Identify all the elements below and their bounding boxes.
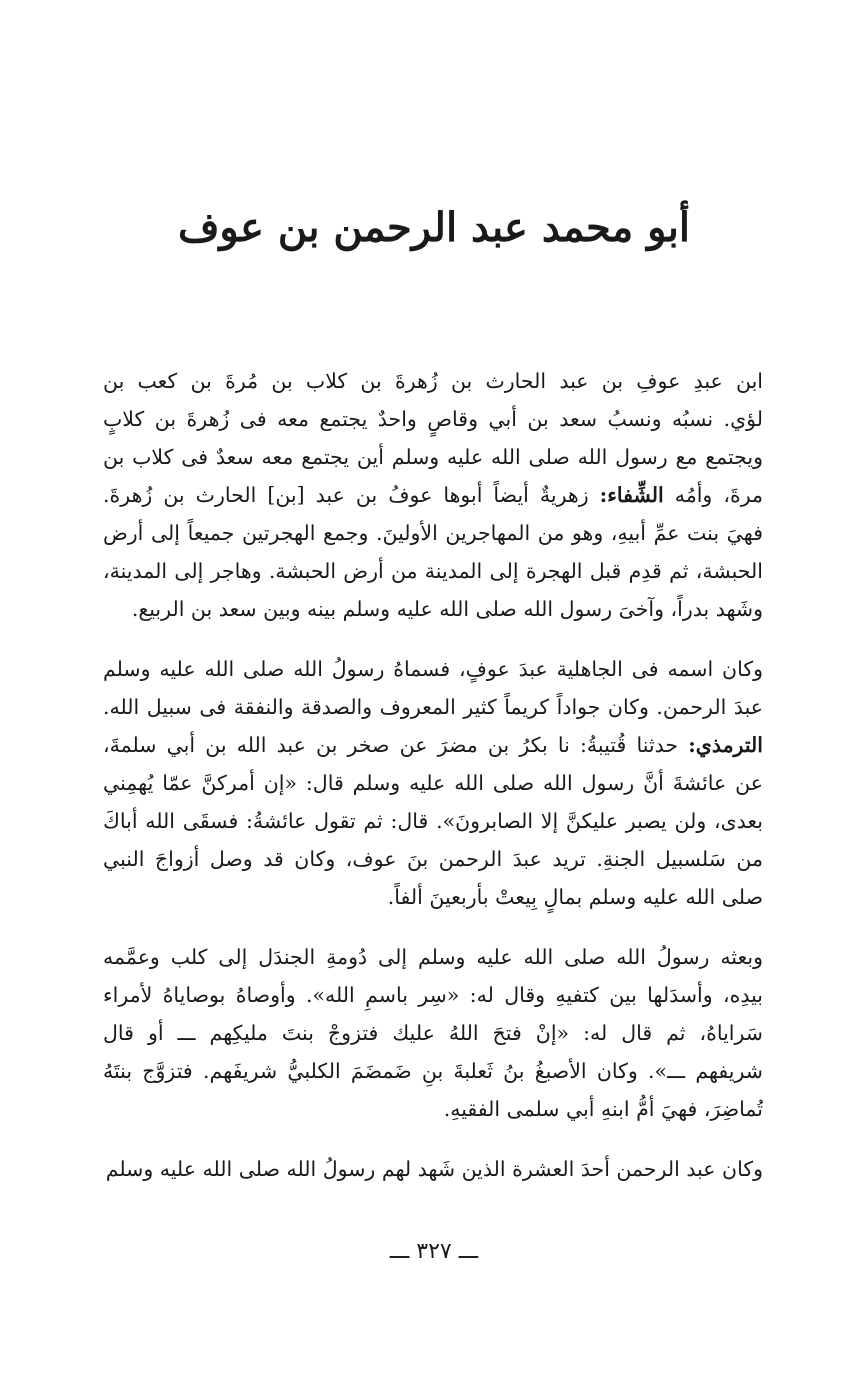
text-line <box>103 802 763 840</box>
text-segment: بيدِه، وأسدَلها بين كتفيهِ وقال له: «سِر باسمِ الله». وأوصاهُ بوصاياهُ لأمراء <box>103 983 763 1007</box>
paragraph <box>103 938 763 1128</box>
text-line <box>103 400 763 438</box>
text-line <box>103 938 763 976</box>
source-keyword: الشِّفاء: <box>599 483 664 507</box>
text-line <box>103 976 763 1014</box>
text-line <box>103 1014 763 1052</box>
text-line <box>103 552 763 590</box>
text-segment: الحبشة، ثم قدِم قبل الهجرة إلى المدينة من أرض الحبشة. وهاجر إلى المدينة، <box>103 559 763 583</box>
text-line <box>103 1052 763 1090</box>
text-line <box>103 650 763 688</box>
text-segment: سَراياهُ، ثم قال له: «إنْ فتحَ اللهُ عليك فتزوجْ بنتَ مليكِهم ـــ أو قال <box>103 1021 763 1045</box>
text-line <box>103 688 763 726</box>
text-segment: من سَلسبيل الجنةِ. تريد عبدَ الرحمن بنَ عوف، وكان قد وصل أزواجَ النبي <box>103 847 763 871</box>
text-line <box>103 476 763 514</box>
text-segment: وبعثه رسولُ الله صلى الله عليه وسلم إلى دُومةِ الجندَل إلى كلب وعمَّمه <box>103 945 763 969</box>
text-segment: بعدى، ولن يصبر عليكنَّ إلا الصابرونَ». قال: ثم تقول عائشةُ: فسقَى الله أباكَ <box>103 809 763 833</box>
text-segment: لؤي. نسبُه ونسبُ سعد بن أبي وقاصٍ واحدٌ يجتمع معه فى زُهرةَ بن كلابٍ <box>103 407 763 431</box>
text-segment: وكان عبد الرحمن أحدَ العشرة الذين شَهد لهم رسولُ الله صلى الله عليه وسلم <box>105 1157 763 1181</box>
text-line <box>103 438 763 476</box>
paragraph-gap <box>103 916 763 938</box>
text-line <box>103 764 763 802</box>
text-segment: ويجتمع مع رسول الله صلى الله عليه وسلم أين يجتمع معه سعدٌ فى كلاب بن <box>103 445 763 469</box>
text-line <box>103 362 763 400</box>
text-line <box>103 726 763 764</box>
text-segment: فهيَ بنت عمِّ أبيهِ، وهو من المهاجرين الأولينَ. وجمع الهجرتين جميعاً إلى أرض <box>103 521 763 545</box>
text-line <box>103 1150 763 1188</box>
text-segment: صلى الله عليه وسلم بمالٍ بِيعتْ بأربعينَ ألفاً. <box>387 885 763 909</box>
text-segment: وكان اسمه فى الجاهلية عبدَ عوفٍ، فسماهُ رسولُ الله صلى الله عليه وسلم <box>103 657 763 681</box>
text-segment: شريفهم ـــ». وكان الأصبغُ بنُ ثَعلبةَ بنِ ضَمضَمَ الكلبيُّ شريفَهم. فتزوَّج بنتَهُ <box>103 1059 763 1083</box>
paragraph-gap <box>103 628 763 650</box>
text-segment: وشَهد بدراً، وآخىَ رسول الله صلى الله عليه وسلم بينه وبين سعد بن الربيع. <box>131 597 763 621</box>
text-segment: زهريةٌ أيضاً أبوها عوفُ بن عبد [بن] الحارث بن زُهرةَ. <box>103 483 600 507</box>
text-segment: ابن عبدِ عوفِ بن عبد الحارث بن زُهرةَ بن كلاب بن مُرةَ بن كعب بن <box>103 369 763 393</box>
text-segment: عن عائشةَ أنَّ رسول الله صلى الله عليه وسلم قال: «إن أمركنَّ عمّا يُهمِني <box>103 771 763 795</box>
text-segment: مرةَ، وأمُه <box>663 483 763 507</box>
body-text <box>103 362 763 1188</box>
text-segment: تُماضِرَ، فهيَ أمُّ ابنهِ أبي سلمى الفقيهِ. <box>443 1097 763 1121</box>
source-keyword: الترمذي: <box>688 733 763 757</box>
paragraph <box>103 650 763 916</box>
text-line <box>103 840 763 878</box>
page-number: ـــ ٣٢٧ ـــ <box>389 1239 479 1264</box>
text-line <box>103 590 763 628</box>
text-segment: عبدَ الرحمن. وكان جواداً كريماً كثير المعروف والصدقة والنفقة فى سبيل الله. <box>103 695 763 719</box>
paragraph <box>103 1150 763 1188</box>
text-line <box>103 514 763 552</box>
paragraph-gap <box>103 1128 763 1150</box>
page-title: أبو محمد عبد الرحمن بن عوف <box>177 204 691 251</box>
text-segment: حدثنا قُتيبةُ: نا بكرُ بن مضرَ عن صخر بن عبد الله بن أبي سلمةَ، <box>103 733 689 757</box>
text-line <box>103 878 763 916</box>
paragraph <box>103 362 763 628</box>
text-line <box>103 1090 763 1128</box>
